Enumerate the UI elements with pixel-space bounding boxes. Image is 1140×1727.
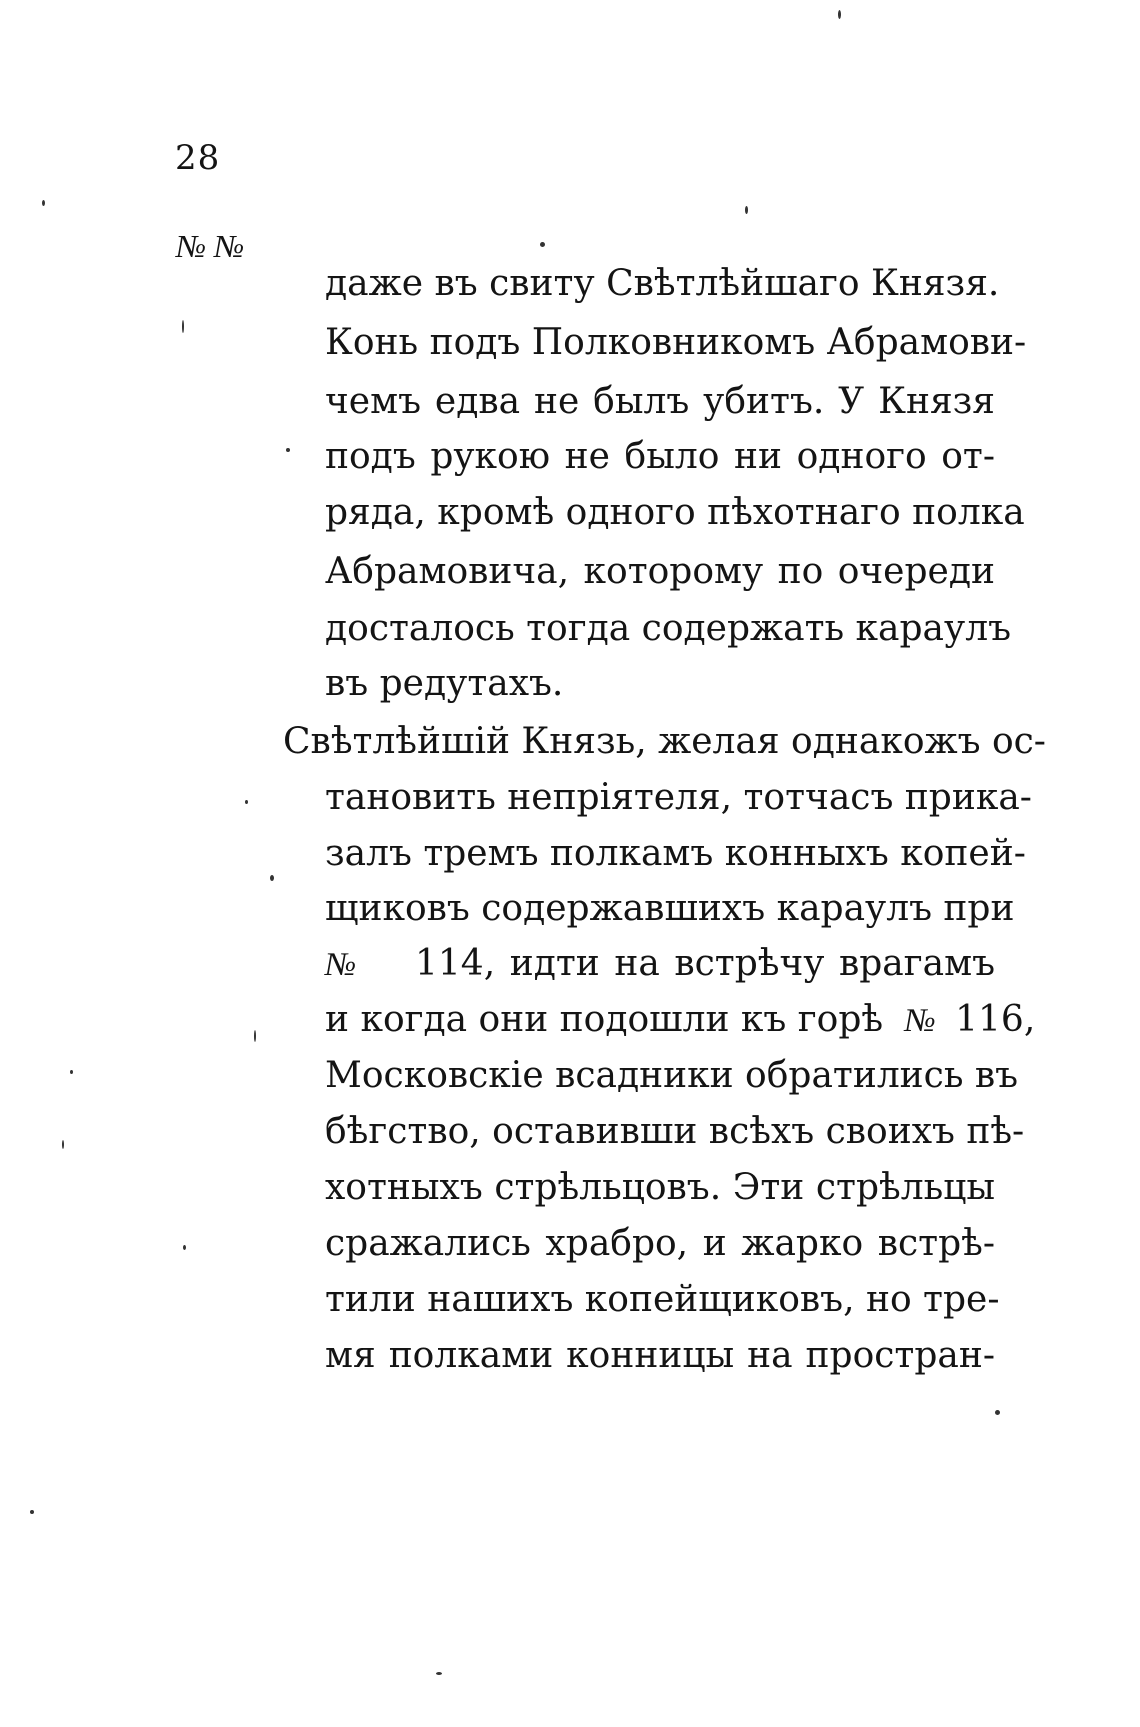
text-line-7: досталось тогда содержать караулъ	[325, 608, 1011, 649]
scan-speck	[245, 800, 248, 804]
text-line-17: хотныхъ стрѣльцовъ. Эти стрѣльцы	[325, 1167, 995, 1208]
text-line-6: Абрамовича, которому по очереди	[325, 551, 995, 592]
text-line-14-start: и когда они подошли къ горѣ	[325, 999, 884, 1040]
text-line-4: подъ рукою не было ни одного от-	[325, 436, 995, 477]
text-line-20: мя полками конницы на простран-	[325, 1335, 995, 1376]
text-line-14-end: 116,	[955, 999, 1036, 1040]
scan-speck	[838, 10, 841, 19]
scan-speck	[436, 1672, 442, 1675]
text-line-10: тановить непріятеля, тотчасъ прика-	[325, 777, 1032, 818]
number-sign: №	[904, 1003, 936, 1039]
text-line-12: щиковъ содержавшихъ караулъ при	[325, 888, 1015, 929]
scan-speck	[42, 200, 45, 206]
text-line-5: ряда, кромѣ одного пѣхотнаго полка	[325, 492, 1025, 533]
margin-note: № №	[176, 228, 245, 264]
text-line-8: въ редутахъ.	[325, 663, 564, 704]
text-line-14	[325, 998, 1036, 1042]
text-line-2: Конь подъ Полковникомъ Абрамови-	[325, 322, 1027, 363]
text-line-19: тили нашихъ копейщиковъ, но тре-	[325, 1279, 1000, 1320]
text-line-3: чемъ едва не былъ убитъ. У Князя	[325, 381, 995, 422]
scan-speck	[995, 1410, 1000, 1415]
text-line-18: сражались храбро, и жарко встрѣ-	[325, 1223, 995, 1264]
scan-speck	[270, 875, 274, 881]
scan-speck	[745, 206, 748, 214]
text-line-9: Свѣтлѣйшій Князь, желая однакожъ ос-	[283, 721, 1046, 762]
scan-speck	[254, 1030, 256, 1042]
text-line-11: залъ тремъ полкамъ конныхъ копей-	[325, 833, 1026, 874]
text-line-16: бѣгство, оставивши всѣхъ своихъ пѣ-	[325, 1111, 1025, 1152]
scan-speck	[62, 1140, 64, 1149]
text-line-13-rest: 114, идти на встрѣчу врагамъ	[415, 943, 995, 984]
scan-speck	[286, 448, 290, 452]
number-sign: №	[325, 947, 357, 983]
scan-speck	[30, 1510, 34, 1514]
scan-speck	[70, 1070, 73, 1074]
scan-speck	[540, 242, 545, 247]
text-line-1: даже въ свиту Свѣтлѣйшаго Князя.	[325, 263, 1000, 304]
scan-speck	[182, 320, 184, 333]
text-line-13	[325, 942, 995, 986]
text-line-15: Московскіе всадники обратились въ	[325, 1055, 1019, 1096]
scan-speck	[183, 1245, 186, 1250]
page-number: 28	[175, 138, 221, 178]
